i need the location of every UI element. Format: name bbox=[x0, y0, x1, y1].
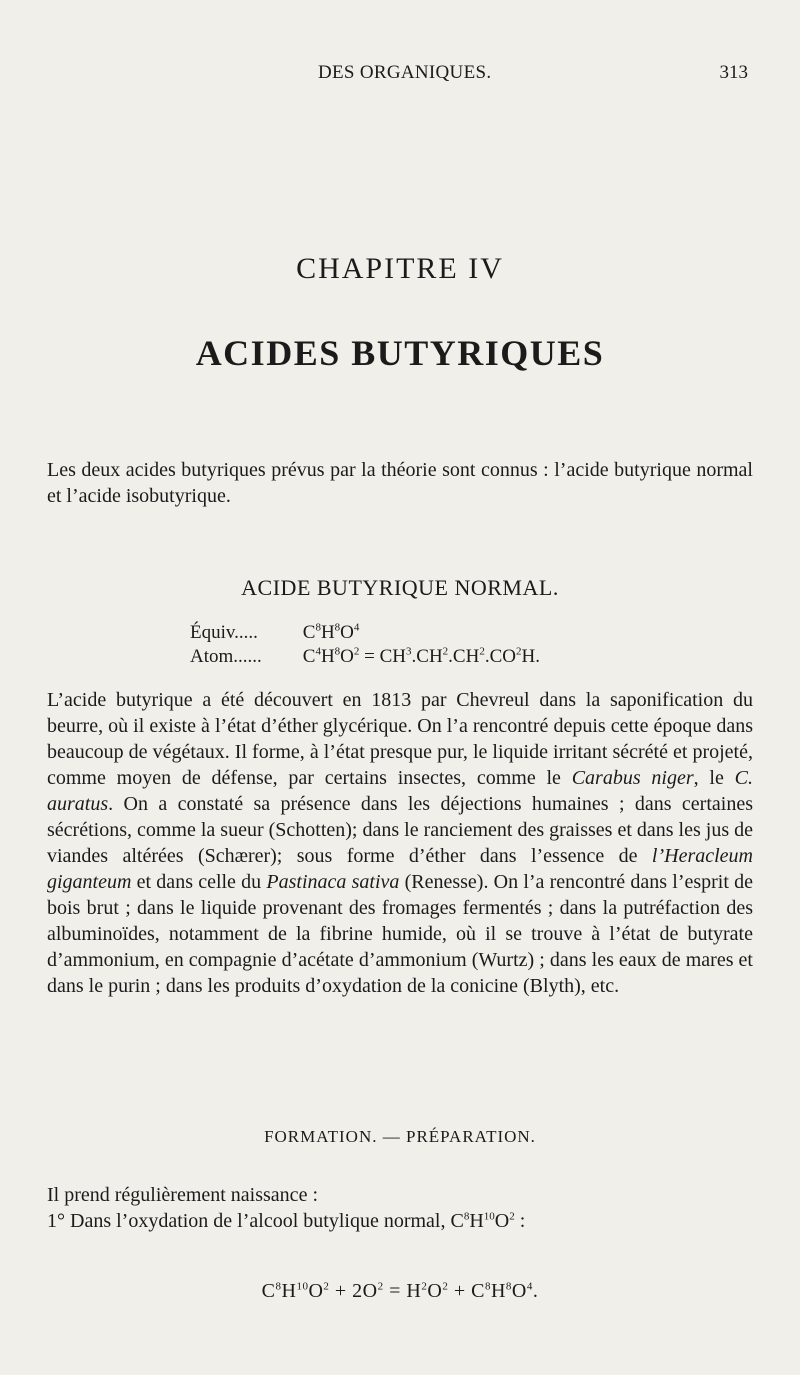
species-pastinaca: Pastinaca sativa bbox=[266, 871, 400, 893]
running-title: DES ORGANIQUES. bbox=[318, 62, 492, 83]
equiv-formula: $C^8H^8O^4$ bbox=[302, 621, 360, 643]
section-heading-normal-acid: ACIDE BUTYRIQUE NORMAL. bbox=[241, 575, 559, 600]
atom-formula-row bbox=[190, 646, 540, 668]
body-text-sep-1: , le bbox=[693, 767, 735, 789]
atom-label: Atom...... bbox=[190, 646, 262, 667]
species-carabus-niger: Carabus niger bbox=[571, 767, 694, 789]
species-c-auratus: C. auratus bbox=[47, 767, 754, 815]
chapter-label: CHAPITRE IV bbox=[296, 252, 504, 285]
species-heracleum: l’Heracleum giganteum bbox=[47, 845, 753, 893]
oxidation-equation: $C^8H^{10}O^2 + 2O^2 = H^2O^2 + C^8H^8O^4$. bbox=[261, 1280, 539, 1302]
chapter-title: ACIDES BUTYRIQUES bbox=[195, 333, 605, 373]
intro-paragraph: Les deux acides butyriques prévus par la théorie sont connus : l’acide butyrique normal et l’acide isobutyrique. bbox=[47, 459, 753, 507]
section-heading-formation: FORMATION. — PRÉPARATION. bbox=[264, 1127, 536, 1146]
formation-line-2: 1° Dans l’oxydation de l’alcool butylique normal, $C^8H^{10}O^2$ : bbox=[47, 1210, 526, 1232]
equiv-formula-row bbox=[190, 622, 359, 644]
body-text-a: L’acide butyrique a été découvert en 1813 par Chevreul dans la saponification du beurre, où il existe à l’état d’éther glycérique. On l’a rencontré depuis cette époque dans beaucoup de végétaux. Il forme, à l’état presque pur, le liquide irritant sécrété et projeté, comme moyen de défense, par certains insectes, comme le bbox=[47, 689, 753, 789]
page-number: 313 bbox=[719, 62, 748, 83]
body-text-b: . On a constaté sa présence dans les déjections humaines ; dans certaines sécrétions, comme la sueur (Schotten); dans le ranciement des graisses et dans les jus de viandes altérées (Schærer); sous forme d’éther dans l’essence de bbox=[47, 793, 753, 867]
atom-formula: $C^4H^8O^2 = CH^3.CH^2.CH^2.CO^2H$. bbox=[302, 645, 540, 667]
body-text-sep-2: et dans celle du bbox=[131, 871, 267, 893]
body-text-c: (Renesse). On l’a rencontré dans l’esprit de bois brut ; dans le liquide provenant des fromages fermentés ; dans la putréfaction des albuminoïdes, notamment de la fibrine humide, où il se trouve à l’état de butyrate d’ammonium, en compagnie d’acétate d’ammonium (Wurtz) ; dans les eaux de mares et dans le purin ; dans les produits d’oxydation de la conicine (Blyth), etc. bbox=[47, 871, 754, 997]
equiv-label: Équiv..... bbox=[190, 622, 258, 643]
formation-line-1: Il prend régulièrement naissance : bbox=[47, 1184, 318, 1206]
running-header bbox=[0, 62, 800, 88]
body-paragraph bbox=[47, 687, 753, 999]
